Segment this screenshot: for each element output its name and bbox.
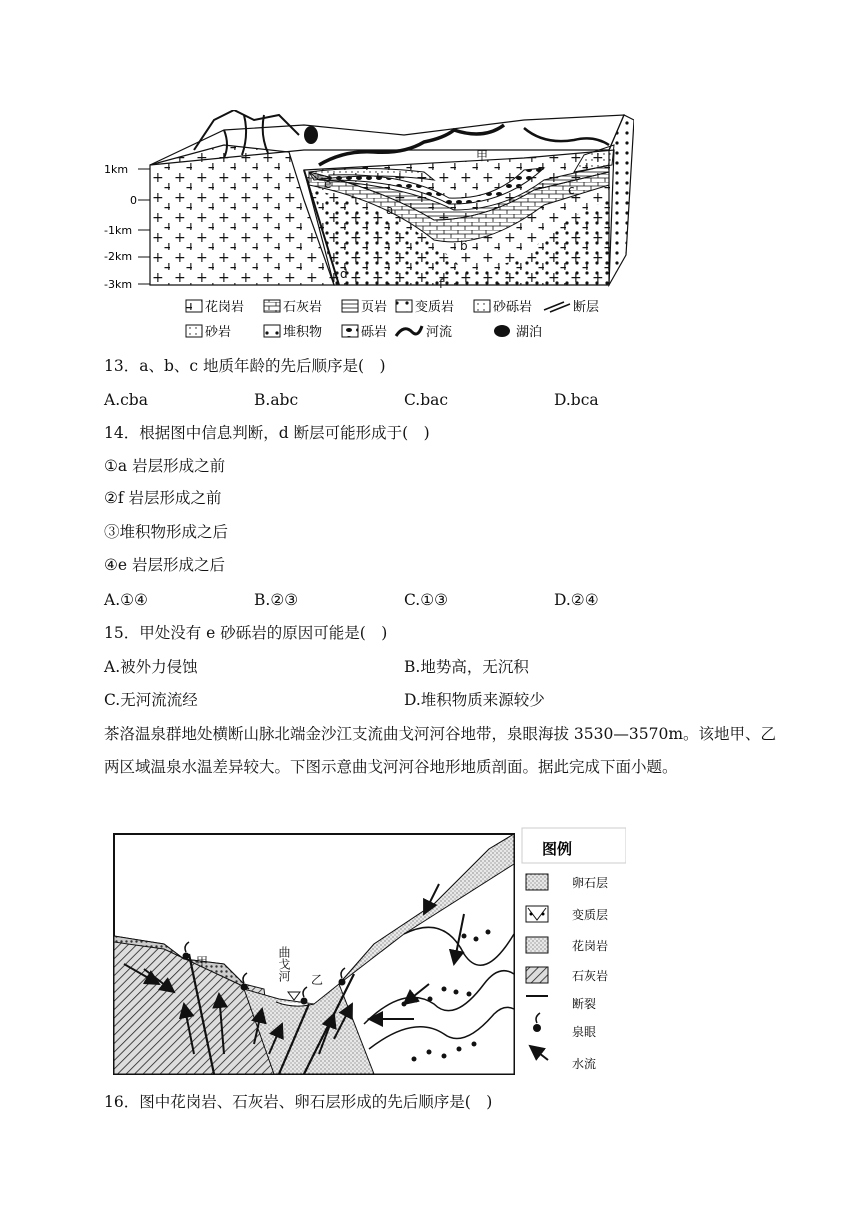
label-jia: 甲 [476,149,489,163]
axis-label: 1km [104,163,129,176]
q15-option-a: A.被外力侵蚀 [104,658,198,676]
q15-option-c: C.无河流流经 [104,691,198,709]
label-b: b [460,239,468,253]
figure1-legend [186,299,599,340]
label-a: a [386,203,394,217]
q14-item-3: ③堆积物形成之后 [104,523,229,541]
q13-option-b: B.abc [254,391,299,409]
axis-label: -1km [104,224,133,237]
label-d: d [340,267,348,281]
q13-option-a: A.cba [104,391,148,409]
label-e: e [324,177,332,191]
legend-item: 砂砾岩 [493,300,533,315]
q14-option-a: A.①④ [104,591,148,609]
legend-item: 水流 [572,1057,597,1071]
q14-stem: 14．根据图中信息判断，d 断层可能形成于( ) [104,424,430,442]
label-f: f [439,277,444,291]
legend-item: 断裂 [572,997,597,1011]
legend-item: 变质岩 [415,300,455,315]
q14-item-1: ①a 岩层形成之前 [104,457,226,475]
legend-item: 堆积物 [283,325,323,340]
q14-option-c: C.①③ [404,591,449,609]
legend-item: 石灰岩 [283,300,323,315]
q15-option-b: B.地势高，无沉积 [404,658,529,676]
q13-stem: 13．a、b、c 地质年龄的先后顺序是( ) [104,357,386,375]
river-valley-section [104,824,626,1076]
q13-option-c: C.bac [404,391,449,409]
geologic-block-diagram [104,110,634,346]
q15-option-d: D.堆积物质来源较少 [404,691,545,709]
legend-item: 河流 [426,325,453,340]
q14-option-d: D.②④ [554,591,599,609]
q13-option-d: D.bca [554,391,599,409]
legend-item: 湖泊 [516,325,543,340]
passage: 茶洛温泉群地处横断山脉北端金沙江支流曲戈河河谷地带，泉眼海拔 3530—3570m。该地甲、乙两区域温泉水温差异较大。下图示意曲戈河河谷地形地质剖面。据此完成下面小题。 [104,725,777,776]
axis-label: -2km [104,250,133,263]
legend-title: 图例 [542,840,573,858]
legend-item: 页岩 [361,300,388,315]
legend-item: 花岗岩 [572,939,609,953]
axis-label: -3km [104,278,133,291]
legend-item: 花岗岩 [205,300,245,315]
legend-item: 砂岩 [205,325,232,340]
q16-stem: 16．图中花岗岩、石灰岩、卵石层形成的先后顺序是( ) [104,1093,493,1111]
axis-label: 0 [130,194,137,207]
legend-item: 砾岩 [361,325,388,340]
label-jia: 甲 [196,955,209,969]
q14-item-4: ④e 岩层形成之后 [104,556,225,574]
legend-item: 断层 [573,300,600,315]
legend-item: 变质层 [572,908,609,922]
depth-axis [104,163,150,291]
legend-item: 卵石层 [572,876,609,890]
legend-item: 泉眼 [572,1025,597,1039]
label-c: c [568,183,575,197]
q14-option-b: B.②③ [254,591,299,609]
q14-item-2: ②f 岩层形成之前 [104,489,222,507]
label-river: 曲戈河 [277,946,291,982]
label-yi: 乙 [311,973,324,987]
legend-item: 石灰岩 [572,969,609,983]
figure2-legend [522,828,626,1071]
q15-stem: 15．甲处没有 e 砂砾岩的原因可能是( ) [104,624,388,642]
